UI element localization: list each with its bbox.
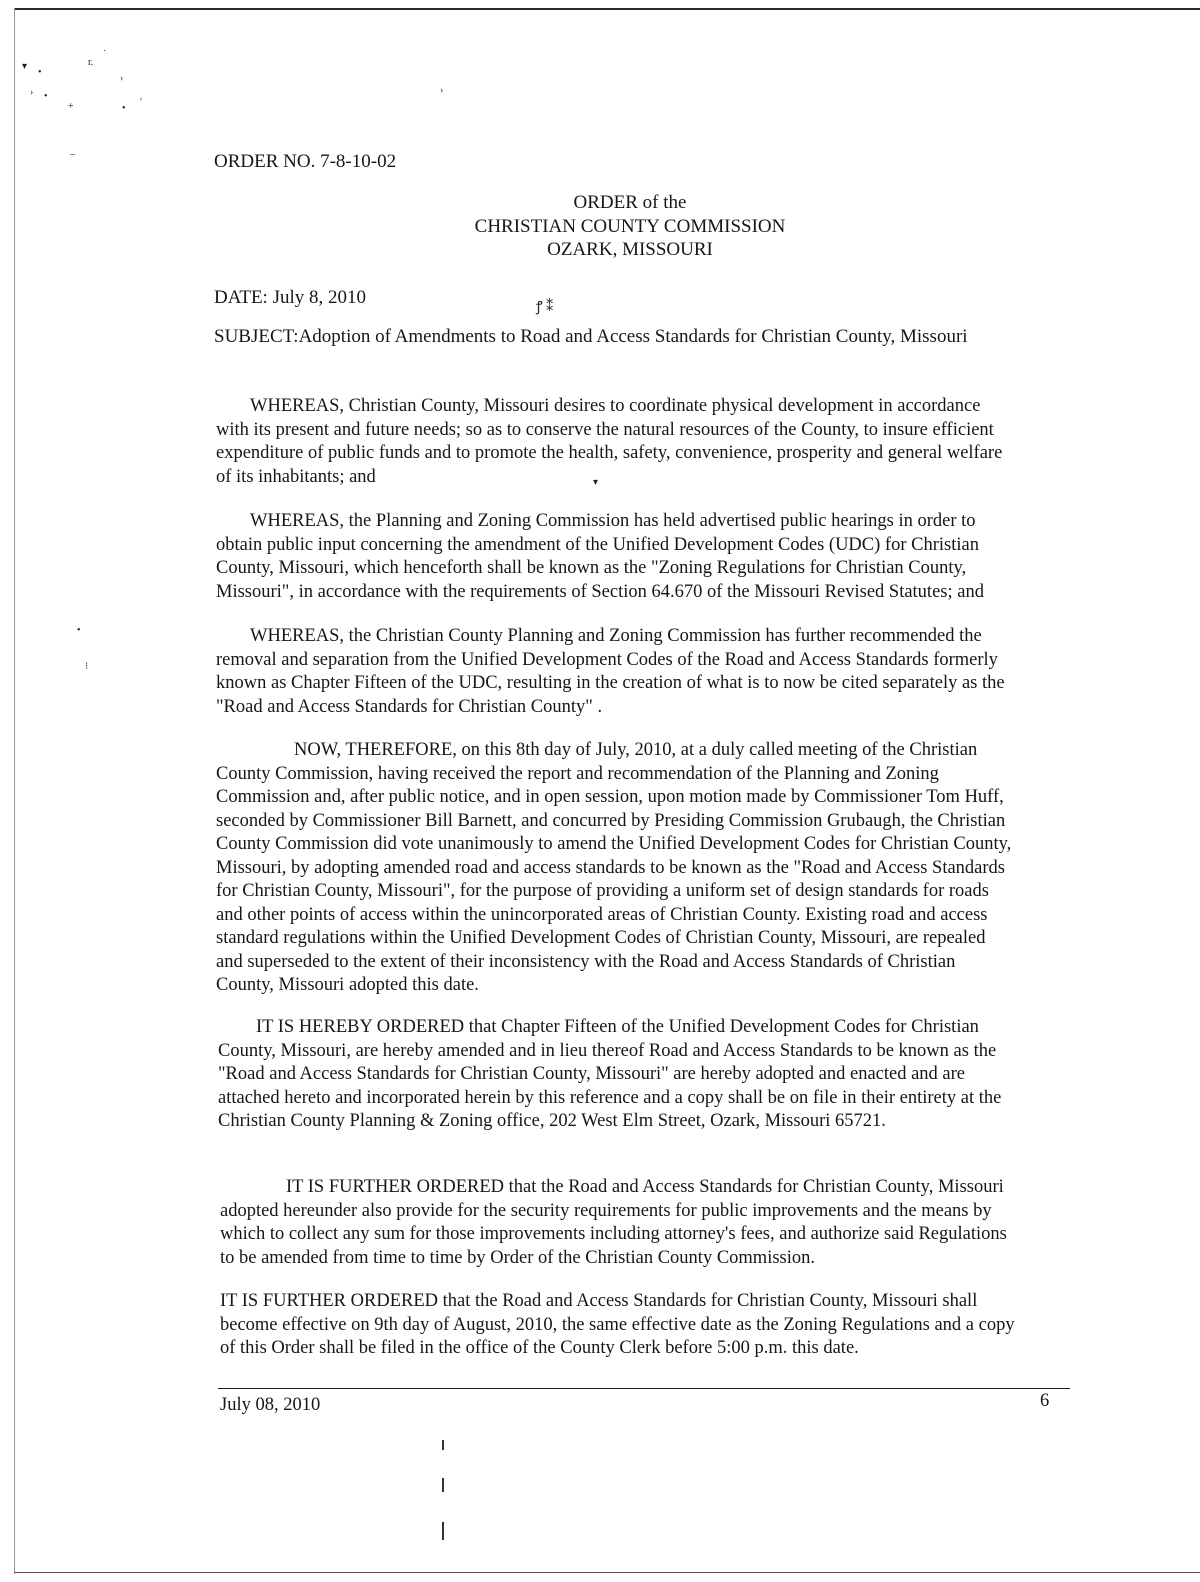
paragraph-line: WHEREAS, the Christian County Planning and Zoning Commission has further recommended the — [250, 626, 982, 646]
further-ordered-paragraph-2 — [220, 1290, 1015, 1361]
paragraph-line: removal and separation from the Unified Development Codes of the Road and Access Standards formerly — [216, 649, 998, 670]
paragraph-line: and other points of access within the unincorporated areas of Christian County. Existing road and access — [216, 904, 988, 925]
heading-line-1: ORDER of the — [573, 192, 687, 213]
footer-rule — [218, 1388, 1070, 1389]
paragraph-line: to be amended from time to time by Order of the Christian County Commission. — [220, 1247, 815, 1268]
paragraph-line: and superseded to the extent of their inconsistency with the Road and Access Standards of Christian — [216, 951, 956, 972]
paragraph-line: County Commission did vote unanimously to amend the Unified Development Codes for Christian County, — [216, 834, 1012, 854]
paragraph-line: with its present and future needs; so as to conserve the natural resources of the County, to insure efficient — [216, 419, 994, 440]
hereby-ordered-paragraph — [218, 1016, 1001, 1134]
paragraph-line: WHEREAS, the Planning and Zoning Commission has held advertised public hearings in order to — [250, 511, 976, 531]
scan-border-bottom — [14, 1572, 1200, 1573]
paragraph-line: "Road and Access Standards for Christian County" . — [216, 696, 603, 717]
paragraph-line: attached hereto and incorporated herein by this reference and a copy shall be on file in their entirety at the — [218, 1087, 1002, 1108]
order-number: ORDER NO. 7-8-10-02 — [214, 151, 397, 172]
paragraph-line: WHEREAS, Christian County, Missouri desires to coordinate physical development in accordance — [250, 396, 981, 416]
paragraph-line: adopted hereunder also provide for the security requirements for public improvements and the means by — [220, 1200, 992, 1221]
paragraph-line: for Christian County, Missouri", for the purpose of providing a uniform set of design standards for roads — [216, 881, 989, 901]
order-subject: SUBJECT:Adoption of Amendments to Road and Access Standards for Christian County, Missouri — [214, 326, 968, 347]
heading-line-3: OZARK, MISSOURI — [547, 239, 713, 260]
paragraph-line: known as Chapter Fifteen of the UDC, resulting in the creation of what is to now be cited separately as the — [216, 673, 1005, 693]
order-date: DATE: July 8, 2010 — [214, 287, 366, 308]
further-ordered-paragraph-1 — [220, 1176, 1007, 1270]
scan-border-left — [14, 8, 15, 1574]
paragraph-line: Missouri, by adopting amended road and access standards to be known as the "Road and Access Standards — [216, 857, 1005, 878]
paragraph-line: Missouri", in accordance with the requirements of Section 64.670 of the Missouri Revised Statutes; and — [216, 581, 984, 602]
paragraph-line: IT IS HEREBY ORDERED that Chapter Fifteen of the Unified Development Codes for Christian — [256, 1017, 979, 1037]
whereas-paragraph-2 — [216, 510, 984, 604]
paragraph-line: IT IS FURTHER ORDERED that the Road and Access Standards for Christian County, Missouri — [286, 1177, 1004, 1197]
paragraph-line: obtain public input concerning the amendment of the Unified Development Codes (UDC) for Christian — [216, 534, 979, 555]
paragraph-line: NOW, THEREFORE, on this 8th day of July, 2010, at a duly called meeting of the Christian — [294, 740, 978, 760]
footer-date: July 08, 2010 — [220, 1395, 321, 1415]
paragraph-line: Commission and, after public notice, and in open session, upon motion made by Commissioner Tom Huff, — [216, 787, 1004, 807]
heading-line-2: CHRISTIAN COUNTY COMMISSION — [474, 215, 786, 237]
whereas-paragraph-1 — [216, 395, 1002, 489]
paragraph-line: County, Missouri, are hereby amended and in lieu thereof Road and Access Standards to be known as the — [218, 1040, 997, 1061]
paragraph-line: "Road and Access Standards for Christian County, Missouri" are hereby adopted and enacted and are — [218, 1064, 966, 1084]
paragraph-line: of its inhabitants; and — [216, 466, 376, 487]
paragraph-line: become effective on 9th day of August, 2010, the same effective date as the Zoning Regulations and a copy — [220, 1314, 1015, 1335]
paragraph-line: of this Order shall be filed in the office of the County Clerk before 5:00 p.m. this date. — [220, 1338, 859, 1358]
paragraph-line: County, Missouri adopted this date. — [216, 975, 479, 995]
now-therefore-paragraph — [216, 739, 1011, 998]
paragraph-line: County Commission, having received the report and recommendation of the Planning and Zoning — [216, 763, 939, 784]
paragraph-line: seconded by Commissioner Bill Barnett, and concurred by Presiding Commission Grubaugh, the Christian — [216, 810, 1006, 831]
paragraph-line: expenditure of public funds and to promote the health, safety, convenience, prosperity and general welfare — [216, 443, 1003, 463]
paragraph-line: standard regulations within the Unified Development Codes of Christian County, Missouri, are repealed — [216, 928, 986, 948]
paragraph-line: Christian County Planning & Zoning office, 202 West Elm Street, Ozark, Missouri 65721. — [218, 1111, 886, 1131]
paragraph-line: IT IS FURTHER ORDERED that the Road and Access Standards for Christian County, Missouri shall — [220, 1291, 978, 1311]
page-number: 6 — [1040, 1391, 1050, 1411]
whereas-paragraph-3 — [216, 625, 1005, 719]
order-heading — [380, 191, 880, 262]
paragraph-line: which to collect any sum for those improvements including attorney's fees, and authorize said Regulations — [220, 1224, 1007, 1244]
paragraph-line: County, Missouri, which henceforth shall be known as the "Zoning Regulations for Christian County, — [216, 558, 967, 578]
scan-border-top — [14, 8, 1200, 10]
